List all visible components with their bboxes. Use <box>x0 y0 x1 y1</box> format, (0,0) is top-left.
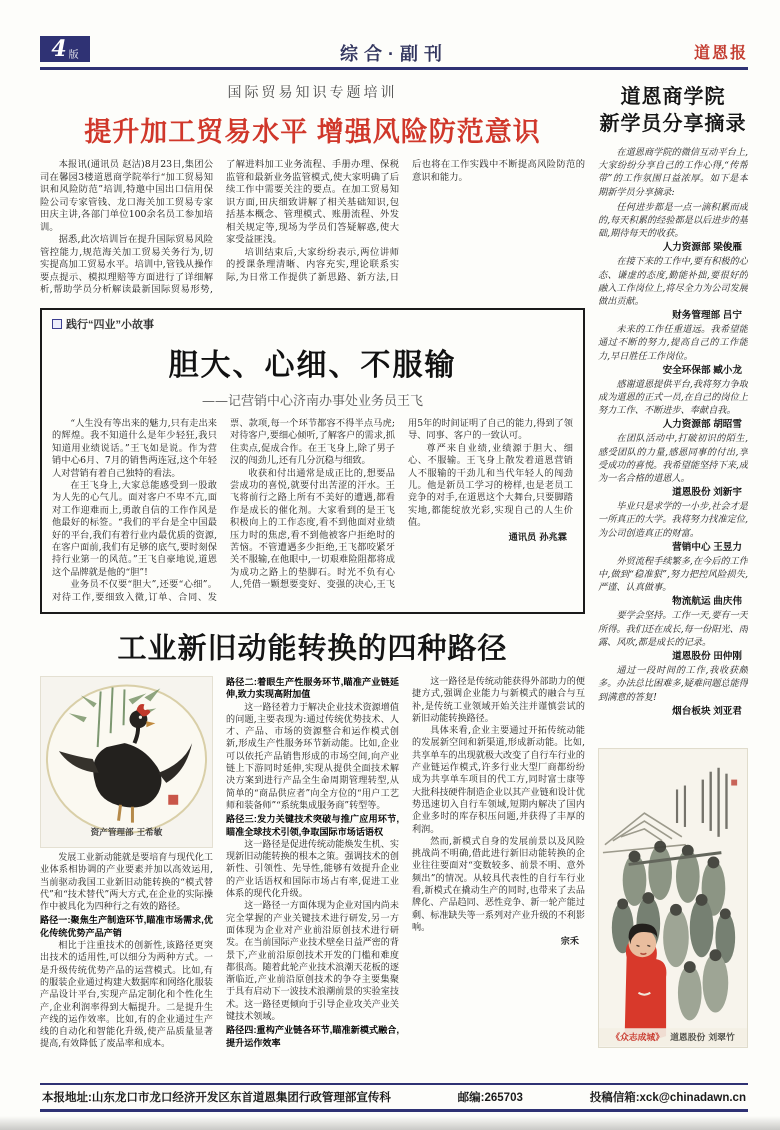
paragraph: 业务员不仅要“胆大”,还要“心细”。对待工作,要细致入微,订单、合同、发票、款项,每一个环节都容不得半点马虎;对待客户,要细心倾听,了解客户的需求,抓住卖点,促成合作。在王飞身上,除了男子汉的闯劲儿,还有几分沉稳与细致。 <box>52 418 395 603</box>
right-column <box>598 82 748 1048</box>
sharing-author: 营销中心 王昱力 <box>672 541 742 553</box>
painting-caption <box>599 1030 747 1043</box>
sharing-quote: 通过一段时间的工作,我收获颇多。办法总比困难多,疑难问题总能得到满意的答复! <box>598 665 748 703</box>
paragraph: 这一路径是传统动能获得外部助力的便捷方式,强调企业能力与新模式的融合与互补,是传统工业领域开始关注并谨慎尝试的新旧动能转换路径。 <box>412 677 585 724</box>
sharing-author: 财务管理部 吕宁 <box>672 310 742 322</box>
square-bullet-icon <box>52 319 62 329</box>
sharing-author: 人力资源部 梁俊雁 <box>662 242 742 254</box>
paragraph: 然而,新模式自身的发展前景以及风险挑战尚不明确,借此进行新旧动能转换的企业往往要面对“变数较多、前景不明、意外频出”的情况。从较具代表性的自行车行业看,新模式在撬动生产的同时,也带来了去品牌化、产品趋同、恶性竞争、新一轮产能过剩、标准缺失等一系列对产业升级的不利影响。 <box>412 836 585 933</box>
sharing-entry <box>598 201 748 256</box>
paragraph: 路径三:发力关键技术突破与推广应用环节,瞄准全球技术引领,争取国际市场话语权 <box>226 814 399 837</box>
footer-mailbox[interactable]: 投稿信箱:xck@chinadawn.cn <box>589 1092 746 1104</box>
sharing-entry <box>598 500 748 555</box>
paragraph: 相比于注重技术的创新性,该路径更突出技术的适用性,可以细分为两种方式。一是升级传统优势产品的运营模式。比如,有的服装企业通过构建大数据库和网络化服装产品设计平台,实现产品定制化和个性化生产,企业利润率得到大幅提升。二是提升生产线的运作效率。比如,有的企业通过生产线的自动化和智能化升级,使产品质量显著提高,有效降低了废品率和成本。 <box>40 941 213 1050</box>
sharing-author: 烟台板块 刘亚君 <box>672 705 742 717</box>
paragraph: 本报讯(通讯员 赵洁)8月23日,集团公司在馨园3楼道恩商学院举行“加工贸易知识和风险防范”培训,特邀中国出口信用保险公司专家管钱、龙口海关加工贸易专家田庆主讲,各部门单位100余名员工参加培训。 <box>40 159 213 233</box>
box-kicker <box>52 316 573 332</box>
rooster-caption: 资产管理部 王希敏 <box>90 827 163 838</box>
article-title: 提升加工贸易水平 增强风险防范意识 <box>84 117 541 147</box>
sharing-entry <box>598 432 748 500</box>
page-content <box>40 82 748 1064</box>
byline: 宗禾 <box>560 936 579 948</box>
article-body <box>52 418 573 608</box>
sharing-quote: 在团队活动中,打破初识的陌生,感受团队的力量,感恩同事的付出,享受成功的喜悦。我希望能坚持下来,成为一名合格的道恩人。 <box>598 433 748 485</box>
paragraph: “人生没有等出来的魅力,只有走出来的辉煌。我不知道什么是年少轻狂,我只知道用业绩说话。”王飞如是说。作为营销中心6月、7月的销售两连冠,这个年轻人对营销有着自己独特的看法。 <box>52 418 217 479</box>
sharing-title-line2: 新学员分享摘录 <box>599 113 747 135</box>
rescue-painting <box>598 748 748 1048</box>
article-body <box>40 676 585 1064</box>
painting-title: 《众志成城》 <box>611 1033 665 1043</box>
footer-postcode: 邮编:265703 <box>457 1092 523 1104</box>
article-sharing-excerpts <box>598 82 748 740</box>
paragraph: 路径四:重构产业链各环节,瞄准新模式融合,提升运作效率 <box>226 1025 399 1048</box>
paragraph: 这一路径一方面体现为企业对国内尚未完全掌握的产业关键技术进行研发,另一方面体现为企业对产业前沿原创技术进行研发。在当前国际产业技术壁垒日益严密的背景下,产业前沿原创技术开发的门槛和难度都很高。随着此轮产业技术浪潮天花板的逐渐临近,产业前沿原创技术的争夺主要集聚于具有启动下一波技术浪潮前景的实验室技术。这一路径更倾向于引导企业攻关产业关键技术领域。 <box>226 901 399 1023</box>
sharing-intro: 在道恩商学院的微信互动平台上,大家纷纷分享自己的工作心得,“传帮带”的工作氛围日益浓厚。如下是本期新学员分享摘录: <box>598 147 748 198</box>
sharing-quote: 任何进步都是一点一滴积累而成的,每天积累的经验都是以后进步的基础,期待每天的收获。 <box>598 201 748 240</box>
sharing-entry <box>598 378 748 433</box>
article-body <box>40 159 585 297</box>
rescue-painting-image <box>599 749 747 1047</box>
paragraph: 路径一:聚焦生产制造环节,瞄准市场需求,优化传统优势产品产销 <box>40 915 213 938</box>
article-title: 胆大、心细、不服输 <box>168 349 457 382</box>
article-subtitle: ——记营销中心济南办事处业务员王飞 <box>201 394 423 409</box>
paragraph: 路径二:着眼生产性服务环节,瞄准产业链延伸,致力实现高附加值 <box>226 677 399 700</box>
article-title: 工业新旧动能转换的四种路径 <box>117 633 508 665</box>
page-footer <box>40 1083 748 1112</box>
rooster-painting-image <box>41 677 212 847</box>
sharing-quote: 外贸流程手续繁多,在今后的工作中,做到“稳准狠”,努力把控风险损失,严谨、认真做事。 <box>598 555 748 594</box>
sharing-entry <box>598 255 748 323</box>
sharing-title-line1: 道恩商学院 <box>620 86 726 108</box>
page-bottom-shade <box>0 1116 780 1130</box>
sharing-author: 人力资源部 胡昭雪 <box>662 419 742 431</box>
paragraph: 发展工业新动能就是要培育与现代化工业体系相协调的产业要素并加以高效运用,当前驱动我国工业新旧动能转换的“模式替代”和“技术替代”两大方式,在企业的实际操作中被具化为四种行之有效的路径。 <box>40 853 213 913</box>
paragraph: 收获和付出通常是成正比的,想要品尝成功的喜悦,就要付出苦涩的汗水。王飞将前行之路上所有不美好的遭遇,都看作是成长的催化剂。大家看到的是王飞积极向上的工作态度,看不到他面对业绩压力时的焦虑,看不到他被客户拒绝时的苦恼。不管遭遇多少拒绝,王飞都咬紧牙关不服输,在他眼中,一切艰难险阻都将成为成功之路上的垫脚石。时光不负有心人,凭借一颗想要变好、变强的决心,王飞用5年的时间证明了自己的能力,得到了领导、同事、客户的一致认可。 <box>230 418 573 591</box>
sharing-author: 物流航运 曲庆伟 <box>672 596 742 608</box>
sharing-author: 安全环保部 臧小龙 <box>662 364 742 376</box>
paragraph: 在王飞身上,大家总能感受到一股敢为人先的心气儿。面对客户不卑不亢,面对工作迎难而上,勇敢自信的工作作风是他最好的标签。“我们的平台是全中国最好的平台,我们有着行业内最优质的资源,在客户面前,我们有足够的底气,要时刻保持行业第一的风范。”王飞自豪地说,道恩这个品牌就是他的“胆”! <box>52 480 217 578</box>
footer-row <box>40 1085 748 1109</box>
sharing-entries <box>598 201 748 719</box>
main-column <box>40 82 585 1064</box>
article-wangfei-box <box>40 308 585 614</box>
sharing-entry <box>598 609 748 664</box>
article-trade-training <box>40 82 585 297</box>
section-title: 综合·副刊 <box>340 44 448 64</box>
sharing-title <box>598 84 748 138</box>
sharing-entry <box>598 664 748 719</box>
paragraph: 培训结束后,大家纷纷表示,两位讲师的授课条理清晰、内容充实,理论联系实际,为日常工作提供了新思路、新方法,日后也将在工作实践中不断提高风险防范的意识和能力。 <box>226 159 585 283</box>
article-kicker: 国际贸易知识专题培训 <box>227 84 398 100</box>
page-header <box>40 34 748 66</box>
sharing-quote: 要学会坚持。工作一天,要有一天所得。我们还在成长,每一份阳光、雨露、风吹,都是成长的记录。 <box>598 610 748 648</box>
sharing-quote: 未来的工作任重道远。我希望能通过不断的努力,提高自己的工作能力,早日胜任工作岗位。 <box>598 324 748 362</box>
sharing-author: 道恩股份 刘新宇 <box>672 487 742 499</box>
sharing-author: 道恩股份 田仲刚 <box>672 651 742 663</box>
sharing-quote: 在接下来的工作中,要有积极的心态、谦虚的态度,勤能补拙,要很好的融入工作岗位上,将尽全力为公司发展做出贡献。 <box>598 256 748 308</box>
page-number: 4 <box>51 36 67 62</box>
article-four-paths <box>40 626 585 1064</box>
paragraph: 这一路径着力于解决企业技术资源增值的问题,主要表现为:通过传统优势技术、人才、产品、市场的资源整合和运作模式创新,形成生产性服务环节新动能。比如,企业可以依托产品销售形成的市场空间,向产业链上下游同时延伸,实现从提供全面技术解决方案到进行产品全生命周期管理转型,从简单的“商品供应者”向全方位的“用户工艺师和装备师”“系统集成服务商”转型等。 <box>226 702 399 811</box>
box-kicker-label: 践行“四业”小故事 <box>66 319 154 331</box>
masthead-logo: 道恩报 <box>693 43 748 62</box>
sharing-entry <box>598 555 748 610</box>
sharing-entry <box>598 323 748 378</box>
sharing-quote: 感谢道恩提供平台,我将努力争取成为道恩的正式一员,在自己的岗位上努力工作、不断进步、奉献自我。 <box>598 378 748 417</box>
paragraph: 这一路径是促进传统动能焕发生机、实现新旧动能转换的根本之策。强调技术的创新性、引领性、先导性,能够有效提升企业的产业话语权和国际市场占有率,促进工业体系的现代化升级。 <box>226 839 399 900</box>
paragraph: 具体来看,企业主要通过开拓传统动能的发展新空间和新渠道,形成新动能。比如,共享单车的出现就极大改变了自行车行业的产业链运作模式,许多行业大型厂商都纷纷成为共享单车项目的代工方,同时富士康等大批科技硬件制造企业以其产业链和设计优势迅速切入自行车领域,短期内解决了国内企业多时的库存积压问题,并获得了丰厚的利润。 <box>412 726 585 835</box>
rooster-painting <box>40 676 213 848</box>
paragraph: 尊严来自业绩,业绩源于胆大、细心、不服输。王飞身上散发着道恩营销人不服输的干劲儿和当代年轻人的闯劲儿。他是新员工学习的榜样,也是老员工竞争的对手,在道恩这个大舞台,只要脚踏实地,都能绽放光彩,实现自己的人生价值。 <box>408 442 573 529</box>
sharing-quote: 毕业只是求学的一小步,社会才是一所真正的大学。我将努力找准定位,为公司创造真正的财富。 <box>598 501 748 539</box>
header-rule <box>40 67 748 70</box>
page-number-label: 版 <box>68 49 79 61</box>
byline: 通讯员 孙兆霖 <box>508 531 567 543</box>
footer-rule-bottom <box>40 1109 748 1112</box>
footer-address: 本报地址:山东龙口市龙口经济开发区东首道恩集团行政管理部宣传科 <box>42 1092 391 1104</box>
painting-author: 道恩股份 刘翠竹 <box>670 1033 735 1043</box>
paragraph: 据悉,此次培训旨在提升国际贸易风险管控能力,规范海关加工贸易关务行为,切实提高加工贸易水平。培训中,管钱从操作要点提示、模拟理赔等方面进行了详细解析,帮助学员分析解读最新国际贸易形势,了解进料加工业务流程、手册办理、保税监管和最新业务监管模式,使大家明确了后续工作中需要关注的要点。在加工贸易知识方面,田庆细致讲解了相关基础知识,包括基本概念、管理模式、账册流程、外发相关规定等,现场为学员们答疑解惑,使大家受益匪浅。 <box>40 159 399 295</box>
